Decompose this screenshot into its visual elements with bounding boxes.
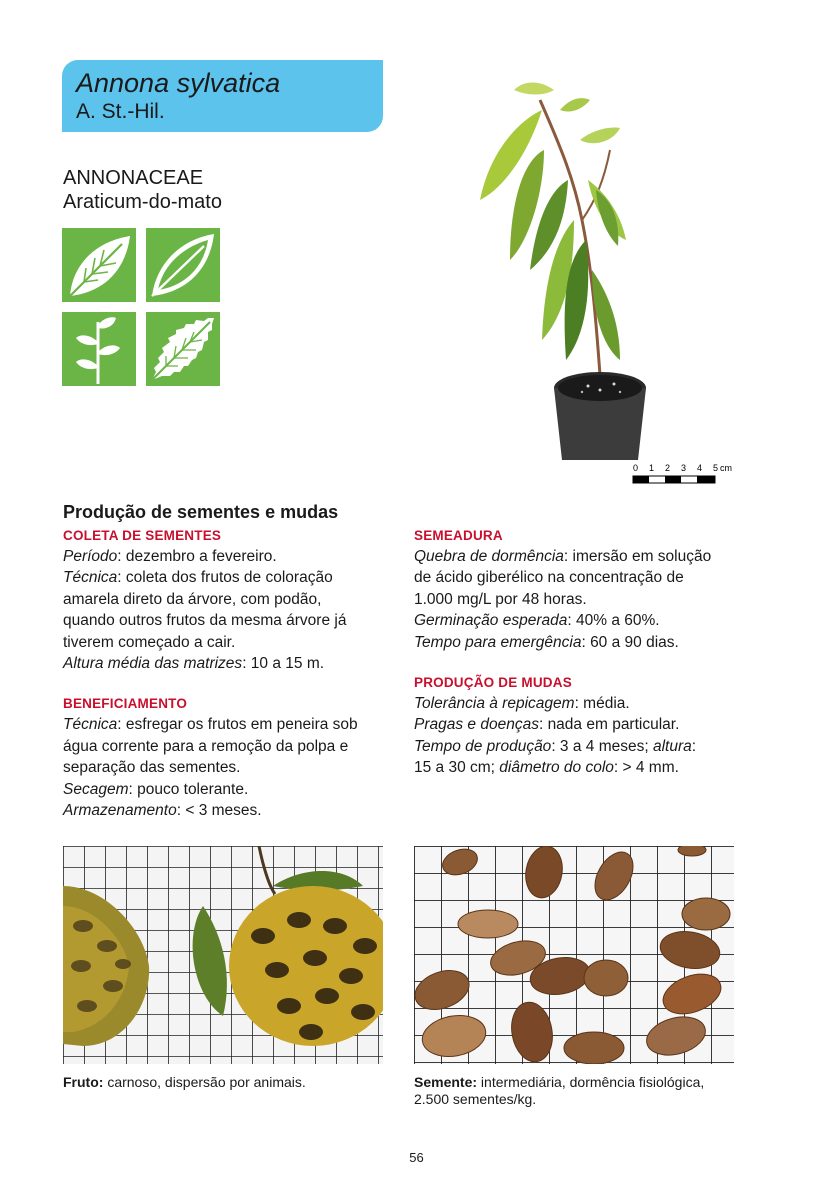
producao-heading: PRODUÇÃO DE MUDAS [414, 675, 572, 691]
scale-unit: cm [720, 463, 732, 473]
beneficiamento-heading: BENEFICIAMENTO [63, 696, 188, 712]
semeadura-heading: SEMEADURA [414, 528, 503, 543]
seed-photo [414, 846, 734, 1064]
coleta-heading: COLETA DE SEMENTES [63, 528, 222, 543]
altura-diametro-line: 15 a 30 cm; diâmetro do colo: > 4 mm. [414, 759, 679, 777]
scale-tick-2: 2 [665, 463, 671, 473]
quebra-line-2: de ácido giberélico na concentração de [414, 569, 684, 587]
species-name: Annona sylvatica [76, 68, 281, 98]
family-name: ANNONACEAE [63, 167, 204, 189]
species-author: A. St.-Hil. [76, 100, 165, 123]
tempo-producao-line: Tempo de produção: 3 a 4 meses; altura: [414, 737, 697, 755]
periodo-line: Período: dezembro a fevereiro. [63, 548, 277, 565]
right-column [414, 526, 744, 779]
fruit-photo [63, 846, 383, 1064]
page-number: 56 [409, 1150, 424, 1165]
benef-tecnica-line-2: água corrente para a remoção da polpa e [63, 737, 349, 755]
germinacao-line: Germinação esperada: 40% a 60%. [414, 612, 660, 630]
species-title-box [62, 60, 383, 132]
seedling-photo [470, 70, 660, 465]
quebra-line: Quebra de dormência: imersão em solução [414, 548, 712, 565]
serrated-leaf-icon [146, 312, 220, 386]
section-title: Produção de sementes e mudas [63, 502, 339, 522]
scale-bar [630, 462, 740, 488]
scale-tick-5: 5 [713, 463, 719, 473]
benef-tecnica-line: Técnica: esfregar os frutos em peneira sob [63, 716, 358, 734]
common-name: Araticum-do-mato [63, 191, 222, 213]
scale-tick-0: 0 [633, 463, 639, 473]
tecnica-line-4: tiverem começado a cair. [63, 633, 236, 651]
tecnica-line-3: quando outros frutos da mesma árvore já [63, 612, 347, 630]
scale-tick-1: 1 [649, 463, 655, 473]
tecnica-line: Técnica: coleta dos frutos de coloração [63, 569, 333, 587]
seed-caption: Semente: intermediária, dormência fisiológica, 2.500 sementes/kg. [414, 1074, 705, 1107]
fruit-caption: Fruto: carnoso, dispersão por animais. [63, 1074, 306, 1090]
seedling-icon [62, 312, 136, 386]
quebra-line-3: 1.000 mg/L por 48 horas. [414, 590, 587, 608]
scale-tick-3: 3 [681, 463, 687, 473]
emergencia-line: Tempo para emergência: 60 a 90 dias. [414, 633, 679, 651]
altura-line: Altura média das matrizes: 10 a 15 m. [63, 655, 325, 673]
scale-tick-4: 4 [697, 463, 703, 473]
benef-tecnica-line-3: separação das sementes. [63, 759, 241, 777]
left-column [63, 526, 393, 821]
tecnica-line-2: amarela direto da árvore, com podão, [63, 590, 322, 608]
armazenamento-line: Armazenamento: < 3 meses. [63, 802, 262, 820]
pragas-line: Pragas e doenças: nada em particular. [414, 716, 680, 734]
leaf-icon [62, 228, 136, 302]
tolerancia-line: Tolerância à repicagem: média. [414, 695, 630, 713]
secagem-line: Secagem: pouco tolerante. [63, 780, 249, 798]
leaf-outline-icon [146, 228, 220, 302]
